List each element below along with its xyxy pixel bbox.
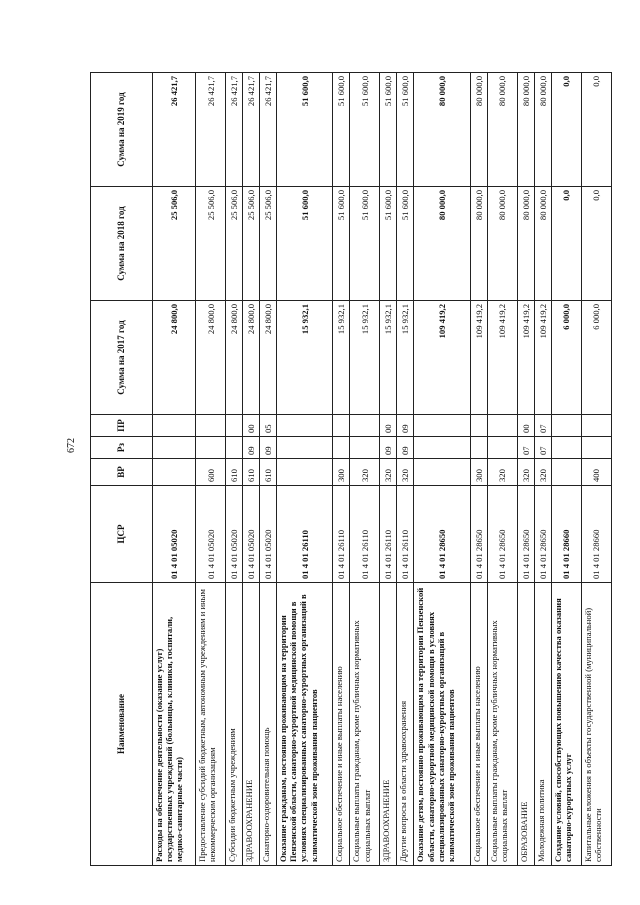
header-pr: ПР (91, 415, 153, 437)
cell-vr: 610 (226, 459, 243, 486)
table-row (277, 73, 333, 866)
cell-pr (551, 415, 581, 437)
cell-sum-2017: 6 000,0 (551, 301, 581, 415)
cell-csr: 01 4 01 05020 (226, 486, 243, 583)
cell-sum-2019: 51 600,0 (333, 73, 350, 187)
cell-rz: 09 (243, 437, 260, 459)
cell-sum-2019: 0,0 (581, 73, 611, 187)
cell-sum-2019: 51 600,0 (380, 73, 397, 187)
cell-rz (581, 437, 611, 459)
budget-table (90, 72, 612, 866)
cell-sum-2017: 6 000,0 (581, 301, 611, 415)
table-row (534, 73, 551, 866)
header-sum-2019: Сумма на 2019 год (91, 73, 153, 187)
header-sum-2018: Сумма на 2018 год (91, 187, 153, 301)
cell-sum-2019: 26 421,7 (226, 73, 243, 187)
table-body (153, 73, 612, 866)
cell-pr (196, 415, 226, 437)
table-row (196, 73, 226, 866)
cell-sum-2018: 25 506,0 (243, 187, 260, 301)
cell-name: Капитальные вложения в объекты государственной (муниципальной) собственности (581, 583, 611, 866)
cell-name: Социальные выплаты гражданам, кроме публичных нормативных социальных выплат (487, 583, 517, 866)
cell-csr: 01 4 01 26110 (380, 486, 397, 583)
cell-sum-2017: 15 932,1 (397, 301, 414, 415)
cell-sum-2019: 80 000,0 (487, 73, 517, 187)
cell-pr (581, 415, 611, 437)
cell-sum-2018: 80 000,0 (534, 187, 551, 301)
table-row (397, 73, 414, 866)
cell-sum-2017: 15 932,1 (333, 301, 350, 415)
cell-sum-2019: 51 600,0 (350, 73, 380, 187)
cell-sum-2018: 51 600,0 (380, 187, 397, 301)
cell-sum-2017: 24 800,0 (196, 301, 226, 415)
table-row (487, 73, 517, 866)
table-row (581, 73, 611, 866)
cell-rz: 07 (517, 437, 534, 459)
cell-vr (277, 459, 333, 486)
cell-name: ЗДРАВООХРАНЕНИЕ (243, 583, 260, 866)
header-sum-2017: Сумма на 2017 год (91, 301, 153, 415)
cell-vr: 320 (487, 459, 517, 486)
table-row (470, 73, 487, 866)
cell-sum-2019: 51 600,0 (397, 73, 414, 187)
cell-sum-2017: 109 419,2 (470, 301, 487, 415)
table-row (333, 73, 350, 866)
cell-pr: 00 (517, 415, 534, 437)
cell-csr: 01 4 01 28650 (487, 486, 517, 583)
cell-vr (551, 459, 581, 486)
cell-csr: 01 4 01 28650 (517, 486, 534, 583)
cell-name: Создание условий, способствующих повышению качества оказания санаторно-курортных услуг (551, 583, 581, 866)
cell-rz (350, 437, 380, 459)
cell-sum-2019: 80 000,0 (414, 73, 470, 187)
table-row (414, 73, 470, 866)
cell-rz (414, 437, 470, 459)
cell-csr: 01 4 01 05020 (260, 486, 277, 583)
cell-name: Оказание детям, постоянно проживающим на территории Пензенской области, санаторно-курортной медицинской помощи в условиях специализированных санаторно-курортных организаций в климатической зоне проживания пациентов (414, 583, 470, 866)
cell-name: ЗДРАВООХРАНЕНИЕ (380, 583, 397, 866)
cell-sum-2017: 24 800,0 (226, 301, 243, 415)
cell-pr (153, 415, 196, 437)
cell-vr: 400 (581, 459, 611, 486)
cell-csr: 01 4 01 26110 (277, 486, 333, 583)
cell-vr: 300 (333, 459, 350, 486)
cell-sum-2018: 0,0 (581, 187, 611, 301)
cell-csr: 01 4 01 28650 (470, 486, 487, 583)
cell-pr: 05 (260, 415, 277, 437)
cell-rz (333, 437, 350, 459)
cell-vr: 300 (470, 459, 487, 486)
table-row (380, 73, 397, 866)
cell-rz (551, 437, 581, 459)
cell-vr: 610 (243, 459, 260, 486)
cell-name: ОБРАЗОВАНИЕ (517, 583, 534, 866)
cell-pr (226, 415, 243, 437)
cell-name: Социальное обеспечение и иные выплаты населению (470, 583, 487, 866)
cell-pr (277, 415, 333, 437)
cell-rz: 09 (397, 437, 414, 459)
cell-sum-2018: 51 600,0 (397, 187, 414, 301)
cell-sum-2017: 109 419,2 (414, 301, 470, 415)
cell-sum-2018: 80 000,0 (487, 187, 517, 301)
cell-name: Молодежная политика (534, 583, 551, 866)
budget-table-rotated (90, 73, 612, 866)
cell-vr: 320 (517, 459, 534, 486)
cell-sum-2019: 80 000,0 (470, 73, 487, 187)
cell-rz: 09 (260, 437, 277, 459)
cell-name: Расходы на обеспечение деятельности (оказание услуг) государственных учреждений (больницы, клиники, госпитали, медико-санитарные части) (153, 583, 196, 866)
cell-name: Оказание гражданам, постоянно проживающим на территории Пензенской области, санаторно-курортной медицинской помощи в условиях специализированных санаторно-курортных организаций в климатической зоне проживания пациентов (277, 583, 333, 866)
cell-name: Санаторно-оздоровительная помощь (260, 583, 277, 866)
cell-csr: 01 4 01 26110 (350, 486, 380, 583)
cell-rz: 09 (380, 437, 397, 459)
cell-sum-2018: 0,0 (551, 187, 581, 301)
cell-name: Социальные выплаты гражданам, кроме публичных нормативных социальных выплат (350, 583, 380, 866)
cell-sum-2017: 24 800,0 (260, 301, 277, 415)
cell-sum-2017: 15 932,1 (277, 301, 333, 415)
cell-sum-2017: 24 800,0 (153, 301, 196, 415)
table-header (91, 73, 153, 866)
cell-pr: 07 (534, 415, 551, 437)
table-row (350, 73, 380, 866)
cell-rz (196, 437, 226, 459)
cell-csr: 01 4 01 26110 (333, 486, 350, 583)
cell-rz (153, 437, 196, 459)
cell-vr: 600 (196, 459, 226, 486)
cell-csr: 01 4 01 28660 (551, 486, 581, 583)
cell-sum-2018: 25 506,0 (226, 187, 243, 301)
header-csr: ЦСР (91, 486, 153, 583)
table-row (153, 73, 196, 866)
cell-sum-2018: 51 600,0 (333, 187, 350, 301)
cell-sum-2018: 51 600,0 (350, 187, 380, 301)
cell-sum-2019: 26 421,7 (196, 73, 226, 187)
header-name: Наименование (91, 583, 153, 866)
cell-rz (470, 437, 487, 459)
header-rz: Рз (91, 437, 153, 459)
header-vr: ВР (91, 459, 153, 486)
cell-vr: 610 (260, 459, 277, 486)
cell-name: Другие вопросы в области здравоохранения (397, 583, 414, 866)
cell-sum-2017: 15 932,1 (380, 301, 397, 415)
cell-pr (350, 415, 380, 437)
cell-sum-2017: 24 800,0 (243, 301, 260, 415)
cell-vr: 320 (534, 459, 551, 486)
cell-vr: 320 (397, 459, 414, 486)
cell-sum-2019: 80 000,0 (517, 73, 534, 187)
cell-sum-2019: 51 600,0 (277, 73, 333, 187)
cell-name: Предоставление субсидий бюджетным, автономным учреждениям и иным некоммерческим организациям (196, 583, 226, 866)
cell-sum-2017: 109 419,2 (517, 301, 534, 415)
cell-rz: 07 (534, 437, 551, 459)
cell-csr: 01 4 01 28660 (581, 486, 611, 583)
cell-sum-2018: 80 000,0 (414, 187, 470, 301)
cell-pr: 00 (243, 415, 260, 437)
cell-vr (414, 459, 470, 486)
cell-name: Субсидии бюджетным учреждениям (226, 583, 243, 866)
cell-sum-2018: 25 506,0 (196, 187, 226, 301)
page-number: 672 (66, 438, 77, 453)
cell-sum-2019: 26 421,7 (243, 73, 260, 187)
cell-csr: 01 4 01 28650 (414, 486, 470, 583)
table-row (517, 73, 534, 866)
cell-csr: 01 4 01 05020 (196, 486, 226, 583)
cell-sum-2019: 80 000,0 (534, 73, 551, 187)
cell-csr: 01 4 01 05020 (153, 486, 196, 583)
cell-pr (414, 415, 470, 437)
cell-pr: 00 (380, 415, 397, 437)
table-row (260, 73, 277, 866)
cell-sum-2018: 80 000,0 (470, 187, 487, 301)
cell-rz (277, 437, 333, 459)
cell-rz (226, 437, 243, 459)
cell-sum-2019: 0,0 (551, 73, 581, 187)
cell-sum-2017: 15 932,1 (350, 301, 380, 415)
cell-csr: 01 4 01 26110 (397, 486, 414, 583)
cell-sum-2018: 51 600,0 (277, 187, 333, 301)
cell-sum-2019: 26 421,7 (153, 73, 196, 187)
cell-sum-2018: 25 506,0 (260, 187, 277, 301)
table-row (551, 73, 581, 866)
cell-sum-2017: 109 419,2 (534, 301, 551, 415)
cell-sum-2018: 25 506,0 (153, 187, 196, 301)
cell-pr: 09 (397, 415, 414, 437)
cell-vr: 320 (350, 459, 380, 486)
cell-vr (153, 459, 196, 486)
cell-csr: 01 4 01 05020 (243, 486, 260, 583)
table-row (226, 73, 243, 866)
cell-csr: 01 4 01 28650 (534, 486, 551, 583)
cell-pr (470, 415, 487, 437)
cell-sum-2017: 109 419,2 (487, 301, 517, 415)
cell-sum-2018: 80 000,0 (517, 187, 534, 301)
cell-name: Социальное обеспечение и иные выплаты населению (333, 583, 350, 866)
cell-pr (333, 415, 350, 437)
cell-pr (487, 415, 517, 437)
cell-rz (487, 437, 517, 459)
cell-sum-2019: 26 421,7 (260, 73, 277, 187)
table-row (243, 73, 260, 866)
cell-vr: 320 (380, 459, 397, 486)
